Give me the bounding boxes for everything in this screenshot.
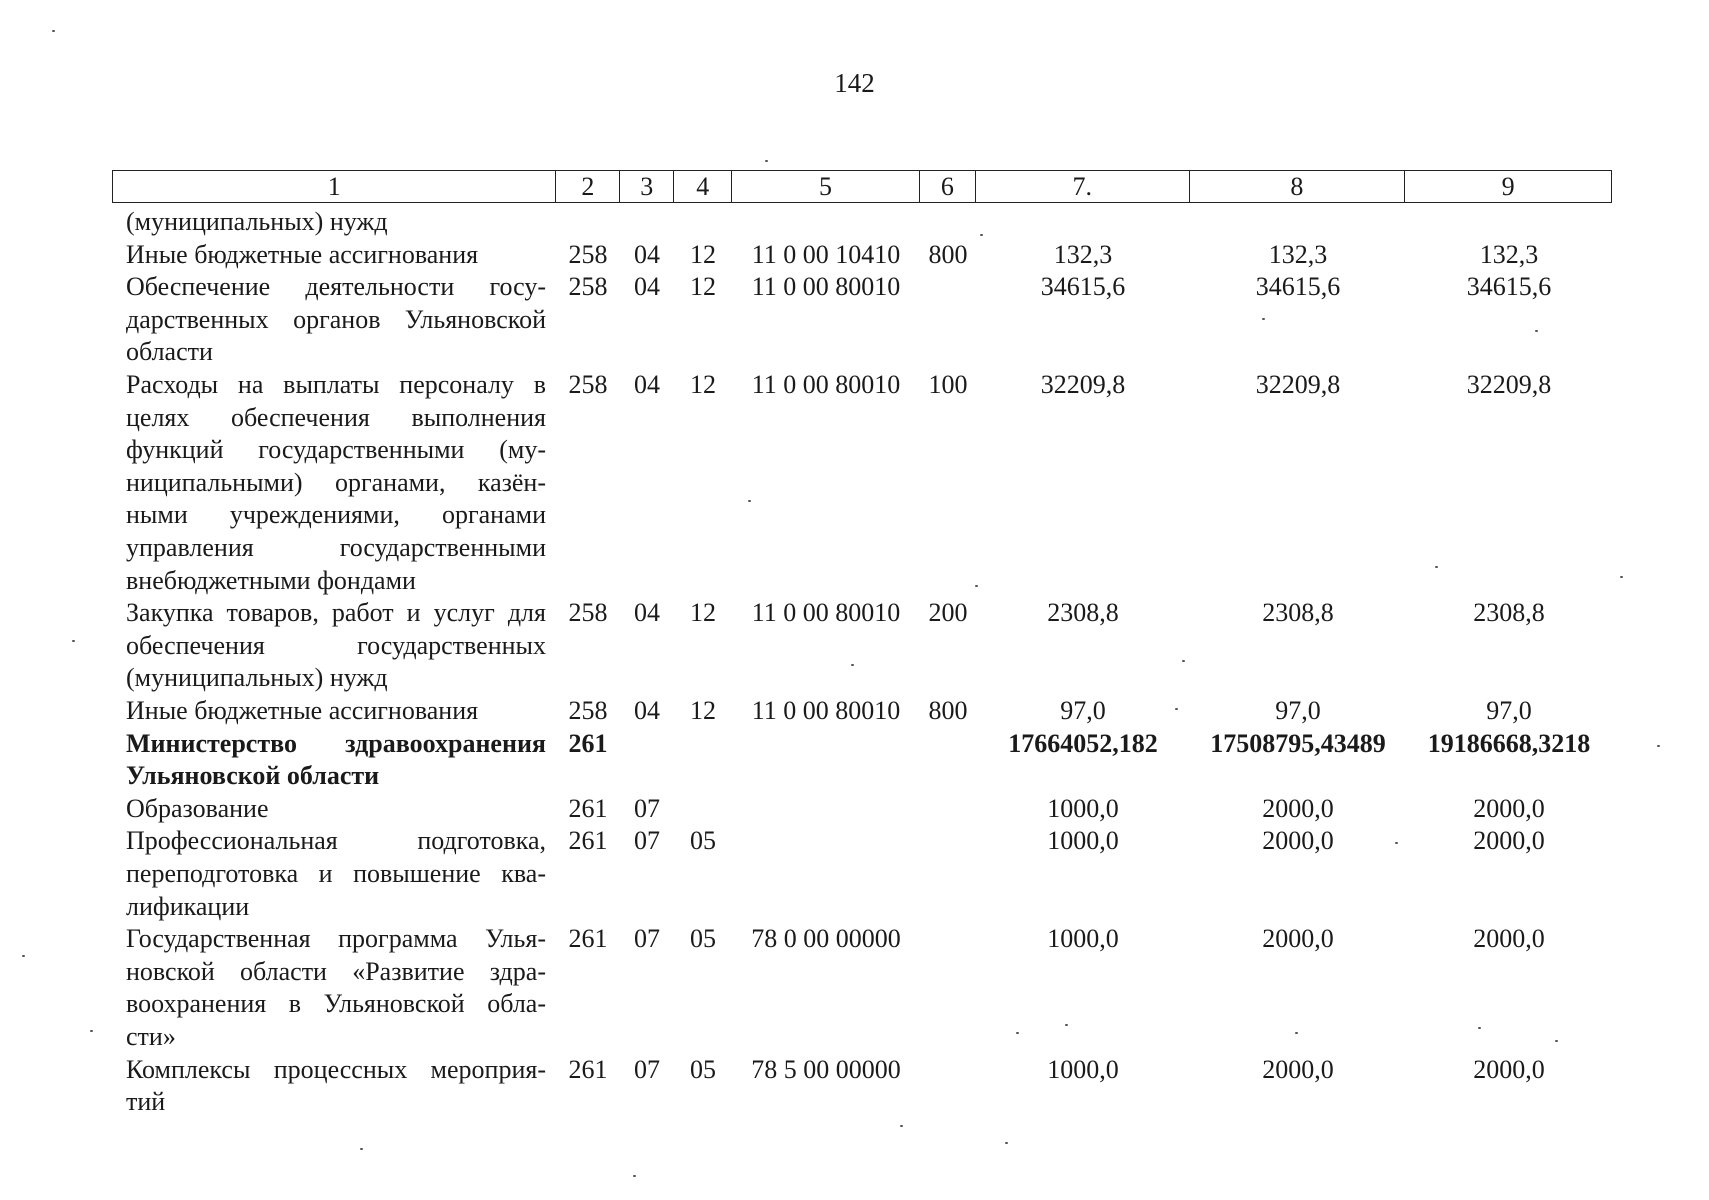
cell-col-5: 78 5 00 00000 xyxy=(751,1054,901,1084)
header-col-2: 2 xyxy=(556,171,620,202)
cell-col-7: 32209,8 xyxy=(1040,370,1126,399)
row-name-line: Профессиональная подготовка, xyxy=(126,826,546,856)
row-name xyxy=(126,206,546,239)
cell-col-4: 05 xyxy=(690,826,716,856)
row-name-line: внебюджетными фондами xyxy=(126,565,416,595)
row-name-line: Обеспечение деятельности госу- xyxy=(126,272,546,302)
cell-col-2: 258 xyxy=(568,696,608,725)
cell-col-7: 2308,8 xyxy=(1047,598,1119,628)
row-name-line: Закупка товаров, работ и услуг для xyxy=(126,598,546,628)
cell-col-7: 132,3 xyxy=(1053,239,1113,269)
cell-col-9: 2000,0 xyxy=(1473,924,1545,954)
row-name xyxy=(126,825,546,923)
cell-col-7: 97,0 xyxy=(1060,696,1106,725)
row-name-line: функций государственными (му- xyxy=(126,435,546,465)
row-name-line: лификации xyxy=(126,891,250,921)
cell-col-2: 261 xyxy=(568,1054,608,1084)
cell-col-9: 34615,6 xyxy=(1466,272,1552,302)
cell-col-4: 12 xyxy=(690,272,716,302)
cell-col-3: 04 xyxy=(634,598,660,628)
cell-col-4: 12 xyxy=(690,370,716,399)
row-name-line: новской области «Развитие здра- xyxy=(126,956,546,986)
row-name-line: переподготовка и повышение ква- xyxy=(126,858,546,888)
row-name xyxy=(126,728,546,793)
cell-col-3: 07 xyxy=(634,826,660,856)
cell-col-7: 1000,0 xyxy=(1047,924,1119,954)
row-name-line: Государственная программа Улья- xyxy=(126,924,546,954)
header-col-4: 4 xyxy=(674,171,732,202)
table-header xyxy=(112,170,1612,203)
cell-col-8: 17508795,43489 xyxy=(1210,728,1386,758)
cell-col-2: 258 xyxy=(568,239,608,269)
cell-col-9: 2000,0 xyxy=(1473,826,1545,856)
header-col-6: 6 xyxy=(920,171,976,202)
row-name-line: Образование xyxy=(126,793,269,823)
header-col-3: 3 xyxy=(620,171,674,202)
cell-col-9: 132,3 xyxy=(1479,239,1539,269)
header-col-5: 5 xyxy=(732,171,920,202)
cell-col-4: 05 xyxy=(690,924,716,954)
cell-col-3: 07 xyxy=(634,924,660,954)
cell-col-6: 800 xyxy=(928,239,968,269)
cell-col-9: 2308,8 xyxy=(1473,598,1545,628)
row-name-line: управления государственными xyxy=(126,532,546,562)
cell-col-3: 04 xyxy=(634,239,660,269)
row-name xyxy=(126,239,546,272)
header-col-1: 1 xyxy=(113,171,556,202)
row-name xyxy=(126,793,546,826)
header-col-8: 8 xyxy=(1190,171,1406,202)
cell-col-5: 11 0 00 80010 xyxy=(751,696,901,725)
row-name xyxy=(126,271,546,369)
cell-col-2: 258 xyxy=(568,370,608,399)
cell-col-2: 261 xyxy=(568,924,608,954)
row-name-line: (муниципальных) нужд xyxy=(126,663,388,693)
row-name-line: воохранения в Ульяновской обла- xyxy=(126,989,546,1019)
cell-col-3: 04 xyxy=(634,272,660,302)
cell-col-4: 05 xyxy=(690,1054,716,1084)
cell-col-8: 32209,8 xyxy=(1255,370,1341,399)
cell-col-8: 2000,0 xyxy=(1262,1054,1334,1084)
cell-col-9: 2000,0 xyxy=(1473,793,1545,823)
cell-col-3: 07 xyxy=(634,793,660,823)
cell-col-5: 11 0 00 10410 xyxy=(751,239,901,269)
row-name xyxy=(126,695,546,728)
header-col-7: 7. xyxy=(976,171,1190,202)
cell-col-2: 261 xyxy=(568,793,608,823)
row-name-line: области xyxy=(126,337,213,367)
cell-col-7: 1000,0 xyxy=(1047,793,1119,823)
row-name-line: обеспечения государственных xyxy=(126,630,546,660)
cell-col-6: 100 xyxy=(928,370,968,399)
cell-col-2: 258 xyxy=(568,598,608,628)
cell-col-8: 97,0 xyxy=(1275,696,1321,725)
cell-col-5: 11 0 00 80010 xyxy=(751,272,901,302)
cell-col-8: 2000,0 xyxy=(1262,793,1334,823)
row-name-line: Иные бюджетные ассигнования xyxy=(126,239,479,269)
row-name xyxy=(126,923,546,1053)
row-name-line: сти» xyxy=(126,1021,176,1051)
row-name-line: Расходы на выплаты персоналу в xyxy=(126,370,546,399)
cell-col-2: 258 xyxy=(568,272,608,302)
row-name-line: тий xyxy=(126,1087,166,1117)
row-name-line: Комплексы процессных мероприя- xyxy=(126,1054,546,1084)
cell-col-4: 12 xyxy=(690,598,716,628)
cell-col-8: 132,3 xyxy=(1268,239,1328,269)
cell-col-9: 2000,0 xyxy=(1473,1054,1545,1084)
row-name xyxy=(126,597,546,695)
cell-col-6: 200 xyxy=(928,598,968,628)
cell-col-7: 1000,0 xyxy=(1047,826,1119,856)
cell-col-2: 261 xyxy=(568,728,608,758)
row-name-line: Ульяновской области xyxy=(126,761,380,791)
row-name-line: ниципальными) органами, казён- xyxy=(126,467,546,497)
cell-col-5: 78 0 00 00000 xyxy=(751,924,901,954)
cell-col-3: 04 xyxy=(634,696,660,725)
cell-col-9: 19186668,3218 xyxy=(1427,728,1591,758)
cell-col-8: 2000,0 xyxy=(1262,924,1334,954)
cell-col-8: 2000,0 xyxy=(1262,826,1334,856)
cell-col-4: 12 xyxy=(690,239,716,269)
cell-col-2: 261 xyxy=(568,826,608,856)
cell-col-7: 1000,0 xyxy=(1047,1054,1119,1084)
cell-col-9: 32209,8 xyxy=(1466,370,1552,399)
page-number: 142 xyxy=(834,68,875,98)
row-name xyxy=(126,369,546,597)
header-col-9: 9 xyxy=(1501,172,1515,201)
cell-col-8: 2308,8 xyxy=(1262,598,1334,628)
row-name-line: Иные бюджетные ассигнования xyxy=(126,696,479,725)
cell-col-5: 11 0 00 80010 xyxy=(751,370,901,399)
cell-col-6: 800 xyxy=(928,696,968,725)
row-name-line: Министерство здравоохранения xyxy=(126,728,546,758)
cell-col-8: 34615,6 xyxy=(1255,272,1341,302)
row-name-line: ными учреждениями, органами xyxy=(126,500,546,530)
cell-col-7: 17664052,182 xyxy=(1008,728,1158,758)
cell-col-3: 04 xyxy=(634,370,660,399)
row-name xyxy=(126,1054,546,1119)
row-name-line: дарственных органов Ульяновской xyxy=(126,304,546,334)
cell-col-7: 34615,6 xyxy=(1040,272,1126,302)
cell-col-3: 07 xyxy=(634,1054,660,1084)
cell-col-5: 11 0 00 80010 xyxy=(751,598,901,628)
cell-col-9: 97,0 xyxy=(1486,696,1532,725)
row-name-line: (муниципальных) нужд xyxy=(126,207,388,236)
row-name-line: целях обеспечения выполнения xyxy=(126,402,546,432)
cell-col-4: 12 xyxy=(690,696,716,725)
